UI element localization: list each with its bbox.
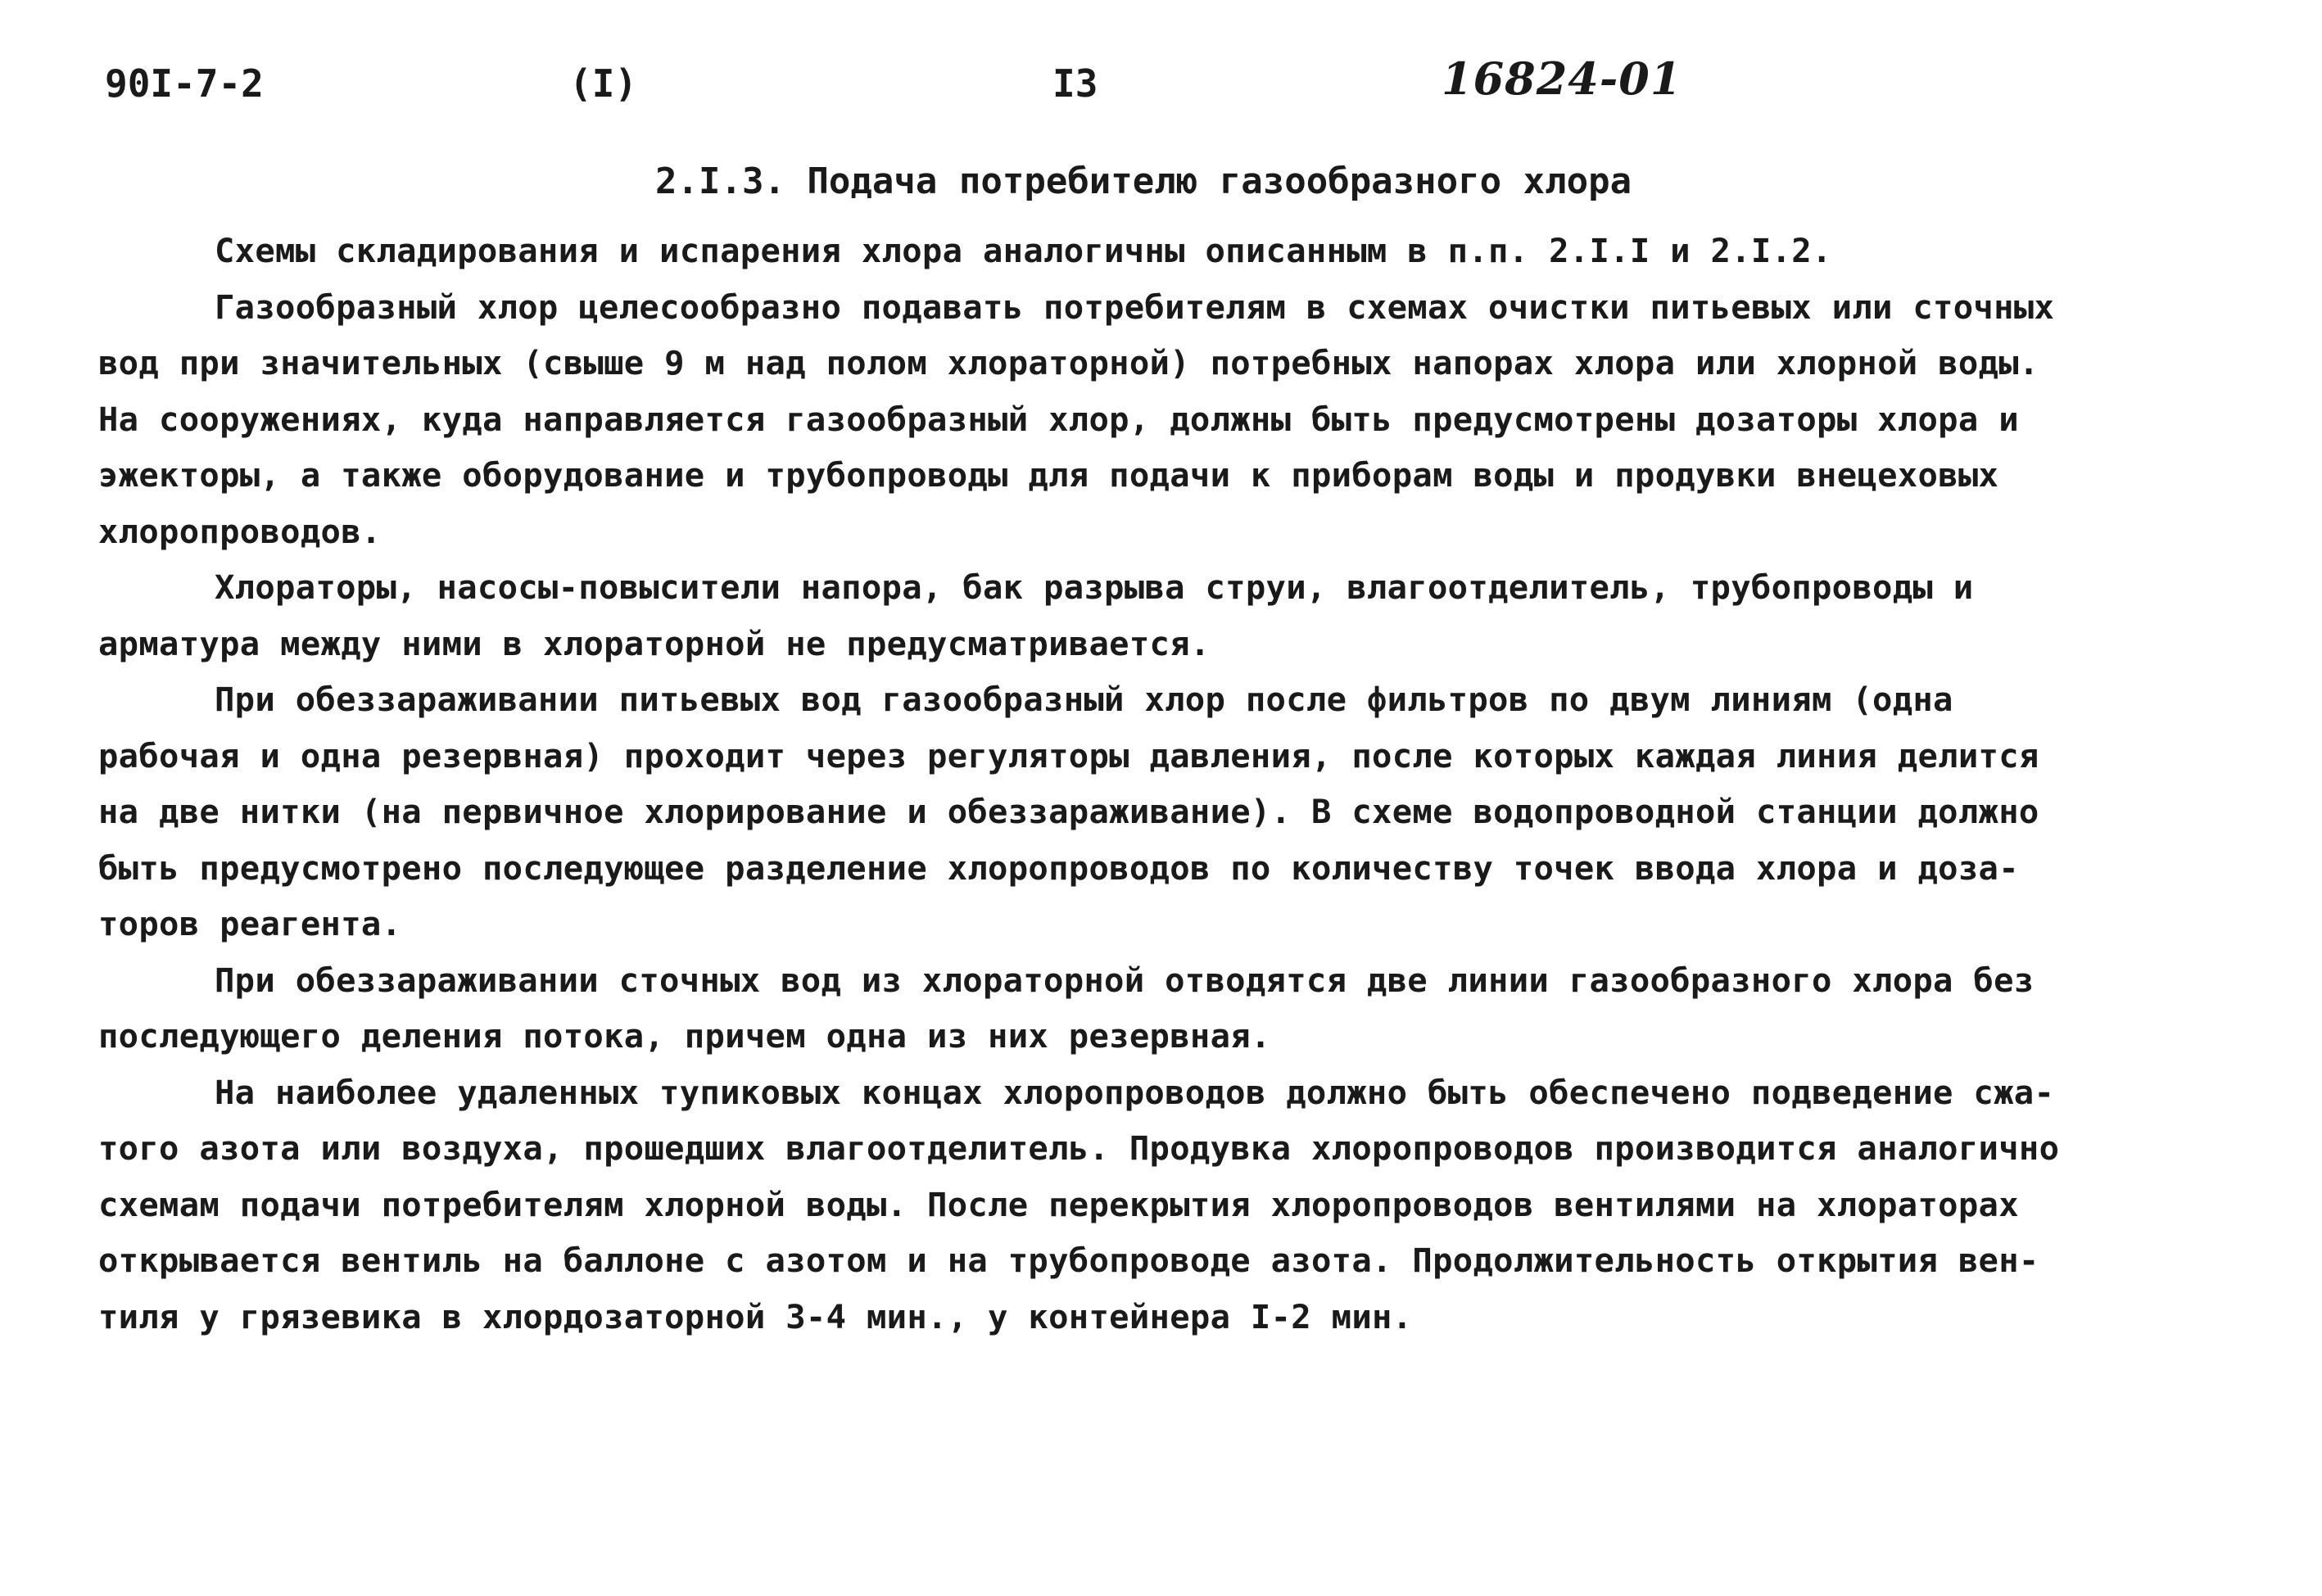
text-line: На сооружениях, куда направляется газообразный хлор, должны быть предусмотрены дозаторы хлора и: [98, 399, 2019, 439]
text-line: вод при значительных (свыше 9 м над полом хлораторной) потребных напорах хлора или хлорной воды.: [98, 343, 2039, 382]
text-line: эжекторы, а также оборудование и трубопроводы для подачи к приборам воды и продувки внецеховых: [98, 455, 1999, 495]
text-line: Схемы складирования и испарения хлора аналогичны описанным в п.п. 2.I.I и 2.I.2.: [215, 231, 1832, 270]
text-line: схемам подачи потребителям хлорной воды. После перекрытия хлоропроводов вентилями на хлораторах: [98, 1184, 2019, 1224]
handwritten-number: 16824-01: [1442, 52, 1682, 105]
text-line: Хлораторы, насосы-повысители напора, бак разрыва струи, влагоотделитель, трубопроводы и: [215, 567, 1974, 607]
section-title: 2.I.3. Подача потребителю газообразного хлора: [655, 161, 1632, 202]
text-line: торов реагента.: [98, 904, 402, 943]
text-line: При обеззараживании сточных вод из хлораторной отводятся две линии газообразного хлора без: [215, 960, 2035, 1000]
text-line: хлоропроводов.: [98, 511, 382, 551]
page-number: I3: [1052, 61, 1098, 106]
text-line: быть предусмотрено последующее разделение хлоропроводов по количеству точек ввода хлора и доза-: [98, 848, 2019, 888]
text-line: открывается вентиль на баллоне с азотом и на трубопроводе азота. Продолжительность открытия вен-: [98, 1241, 2039, 1280]
document-code: 90I-7-2: [105, 61, 264, 106]
body-text: [98, 223, 2244, 1345]
document-part: (I): [569, 61, 638, 106]
text-line: последующего деления потока, причем одна из них резервная.: [98, 1016, 1271, 1056]
text-line: рабочая и одна резервная) проходит через регуляторы давления, после которых каждая линия делится: [98, 735, 2039, 775]
text-line: арматура между ними в хлораторной не предусматривается.: [98, 623, 1211, 663]
text-line: При обеззараживании питьевых вод газообразный хлор после фильтров по двум линиям (одна: [215, 680, 1953, 719]
text-line: того азота или воздуха, прошедших влагоотделитель. Продувка хлоропроводов производится аналогично: [98, 1128, 2060, 1168]
text-line: На наиболее удаленных тупиковых концах хлоропроводов должно быть обеспечено подведение сжа-: [215, 1072, 2055, 1112]
text-line: на две нитки (на первичное хлорирование и обеззараживание). В схеме водопроводной станции должно: [98, 792, 2039, 831]
text-line: Газообразный хлор целесообразно подавать потребителям в схемах очистки питьевых или сточных: [215, 287, 2055, 327]
text-line: тиля у грязевика в хлордозаторной 3-4 мин., у контейнера I-2 мин.: [98, 1296, 1413, 1336]
